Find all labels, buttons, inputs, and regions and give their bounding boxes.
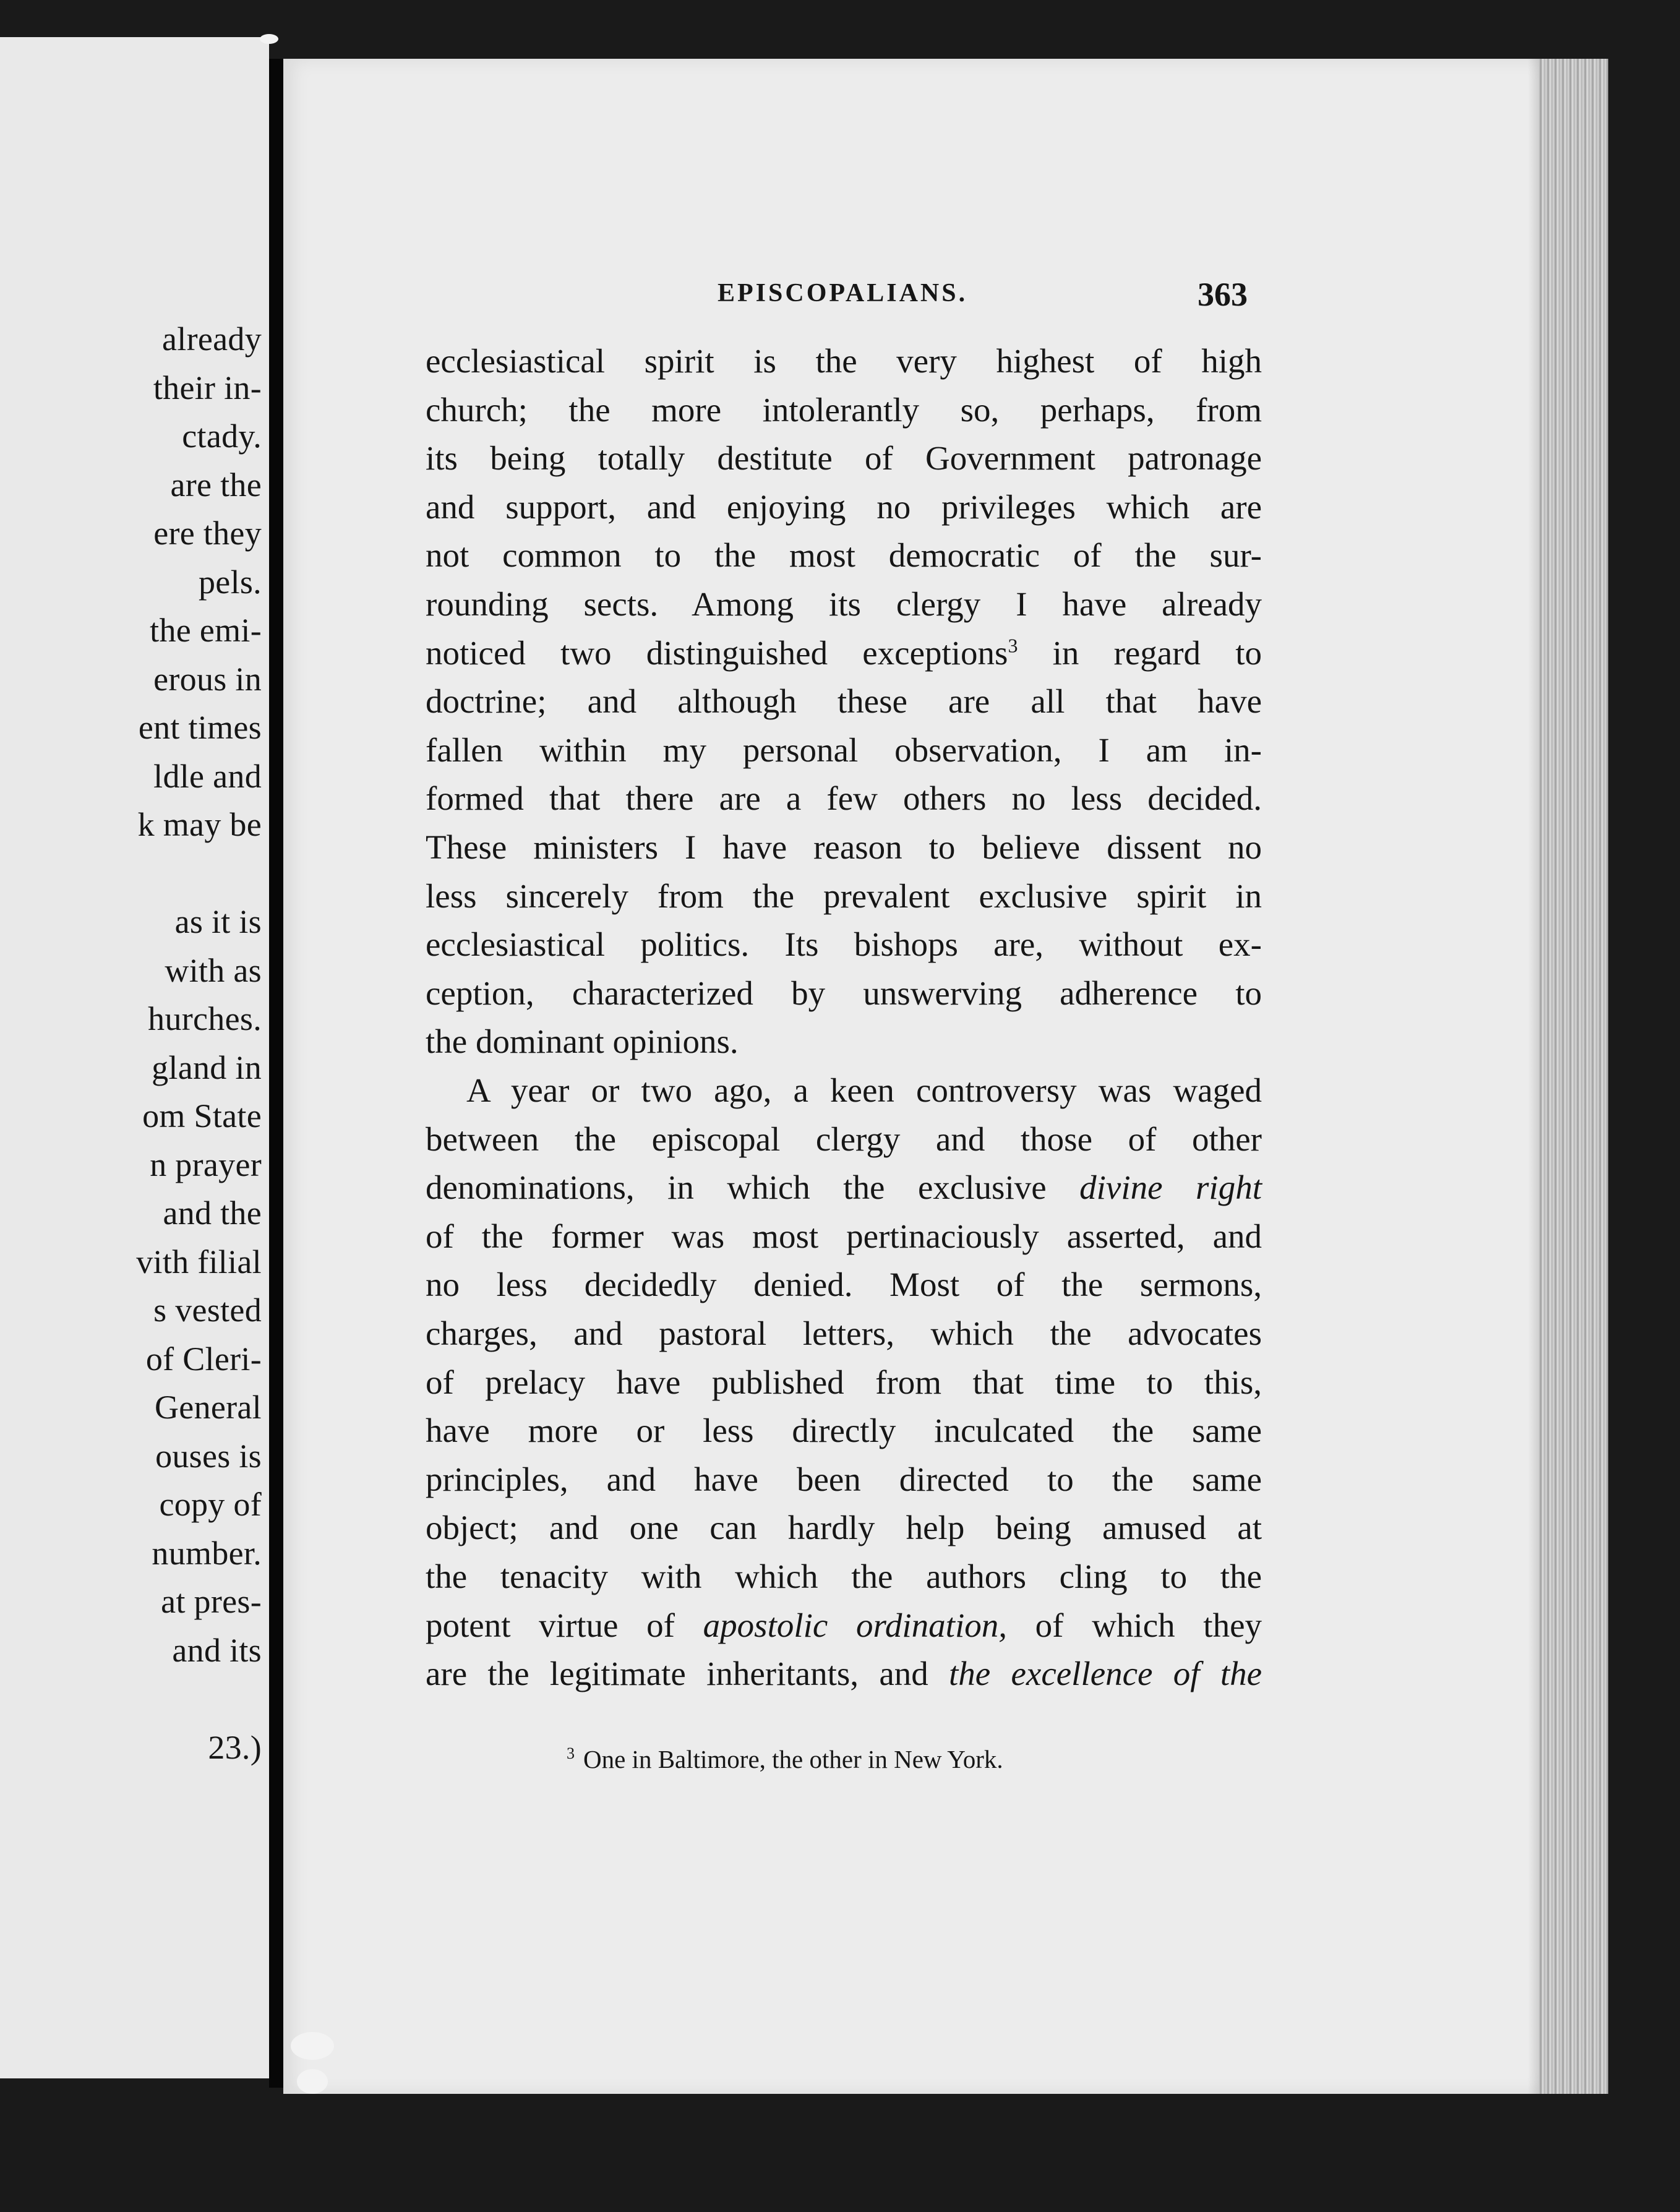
left-page-line: ldle and	[153, 757, 262, 795]
body-line	[426, 1115, 1262, 1164]
italic-phrase: apostolic ordination,	[703, 1606, 1007, 1644]
footnote	[567, 1744, 1003, 1774]
left-page-line: with as	[165, 951, 262, 989]
body-line	[426, 920, 1262, 969]
body-line-text: ecclesiastical politics. Its bishops are, without ex-	[426, 925, 1262, 964]
body-line-text: of the former was most pertinaciously asserted, and	[426, 1217, 1262, 1255]
body-line-text: rounding sects. Among its clergy I have already	[426, 585, 1262, 623]
body-line-text: ception, characterized by unswerving adherence to	[426, 974, 1262, 1012]
body-line-text: object; and one can hardly help being amused at	[426, 1509, 1262, 1547]
left-page-line: 23.)	[208, 1728, 262, 1766]
body-line	[426, 726, 1262, 774]
body-line-text: A year or two ago, a keen controversy was waged	[466, 1071, 1262, 1109]
body-line	[426, 629, 1262, 677]
left-page-line: ere they	[153, 515, 262, 552]
body-line	[426, 1358, 1262, 1407]
body-line-text: fallen within my personal observation, I am in-	[426, 731, 1262, 769]
left-page-line: ctady.	[182, 418, 262, 455]
left-page-line: number.	[152, 1534, 262, 1572]
body-line	[426, 1601, 1262, 1650]
body-line-text: between the episcopal clergy and those of other	[426, 1120, 1262, 1158]
body-line	[426, 1164, 1262, 1212]
left-page-line: are the	[170, 466, 262, 504]
body-line-text: of prelacy have published from that time to this,	[426, 1363, 1262, 1401]
left-page-line: pels.	[199, 563, 262, 601]
body-line	[426, 872, 1262, 920]
body-line	[426, 677, 1262, 726]
left-page-line: their in-	[153, 369, 262, 406]
body-line	[426, 1018, 1262, 1066]
paper-speck	[260, 34, 278, 44]
body-line-text: These ministers I have reason to believe dissent no	[426, 828, 1262, 866]
body-line	[426, 1455, 1262, 1504]
italic-phrase: the excellence of the	[949, 1655, 1262, 1693]
body-line	[426, 1066, 1262, 1115]
body-line-text: its being totally destitute of Government patronage	[426, 439, 1262, 478]
body-line-text: church; the more intolerantly so, perhaps, from	[426, 390, 1262, 429]
left-page-line: hurches.	[148, 1000, 262, 1037]
left-page-line: as it is	[174, 903, 262, 940]
body-line-text: and support, and enjoying no privileges which are	[426, 487, 1262, 526]
body-line-text: formed that there are a few others no less decided.	[426, 779, 1262, 818]
left-page-line: at pres-	[161, 1583, 262, 1620]
body-line	[426, 823, 1262, 872]
body-line-text: the dominant opinions.	[426, 1022, 739, 1061]
body-line-text: potent virtue of	[426, 1606, 703, 1644]
body-line-text: the tenacity with which the authors cling to the	[426, 1558, 1262, 1595]
body-line-text: have more or less directly inculcated the same	[426, 1412, 1262, 1450]
paper-speck	[291, 2032, 334, 2060]
body-line	[426, 531, 1262, 580]
left-page-line: s vested	[153, 1292, 262, 1329]
left-page-line: General	[155, 1389, 262, 1426]
body-line	[426, 337, 1262, 385]
left-page-line: the emi-	[150, 612, 262, 649]
body-line-text: not common to the most democratic of the sur-	[426, 536, 1262, 575]
body-line	[426, 434, 1262, 482]
left-page-line: copy of	[159, 1486, 262, 1523]
body-line-text: are the legitimate inheritants, and	[426, 1655, 949, 1693]
body-line-text: ecclesiastical spirit is the very highest of high	[426, 342, 1262, 380]
running-head: EPISCOPALIANS.	[718, 279, 968, 307]
left-page-line: and its	[172, 1631, 262, 1669]
left-page-line: of Cleri-	[145, 1340, 262, 1378]
body-line	[426, 969, 1262, 1018]
left-page-fragment	[0, 37, 269, 2078]
left-page-line: gland in	[152, 1048, 262, 1086]
body-line	[426, 774, 1262, 823]
body-line	[426, 386, 1262, 434]
page-block-edge	[1539, 59, 1608, 2094]
page-number: 363	[1198, 276, 1248, 313]
body-line	[426, 580, 1262, 628]
left-page-line: om State	[142, 1097, 262, 1134]
body-line	[426, 1310, 1262, 1358]
body-line	[426, 1504, 1262, 1552]
left-page-line: erous in	[153, 660, 262, 698]
left-page-line: n prayer	[150, 1146, 262, 1183]
paper-speck	[297, 2069, 328, 2094]
footnote-marker: 3	[567, 1744, 575, 1763]
body-line-text: charges, and pastoral letters, which the advocates	[426, 1314, 1262, 1352]
footnote-reference: 3	[1008, 634, 1018, 657]
body-line	[426, 1407, 1262, 1455]
body-line-text: doctrine; and although these are all that have	[426, 682, 1262, 721]
body-line-text: denominations, in which the exclusive	[426, 1168, 1080, 1207]
body-line	[426, 483, 1262, 531]
italic-phrase: divine right	[1079, 1168, 1262, 1207]
body-line-text: less sincerely from the prevalent exclusive spirit in	[426, 877, 1262, 915]
left-page-line: already	[162, 320, 262, 358]
body-line-text: principles, and have been directed to the same	[426, 1460, 1262, 1498]
left-page-line: k may be	[137, 806, 262, 843]
left-page-line: ouses is	[155, 1437, 262, 1475]
left-page-line: and the	[163, 1194, 262, 1232]
body-line-text: noticed two distinguished exceptions	[426, 633, 1008, 672]
body-line	[426, 1212, 1262, 1261]
footnote-text: One in Baltimore, the other in New York.	[583, 1745, 1003, 1773]
body-line-text: no less decidedly denied. Most of the sermons,	[426, 1266, 1262, 1304]
body-line	[426, 1650, 1262, 1698]
left-page-line: vith filial	[136, 1243, 262, 1280]
body-line	[426, 1261, 1262, 1309]
body-line	[426, 1553, 1262, 1601]
body-line-text-after: of which they	[1006, 1606, 1262, 1644]
body-line-text-after: in regard to	[1018, 633, 1262, 672]
left-page-line: ent times	[138, 709, 262, 746]
